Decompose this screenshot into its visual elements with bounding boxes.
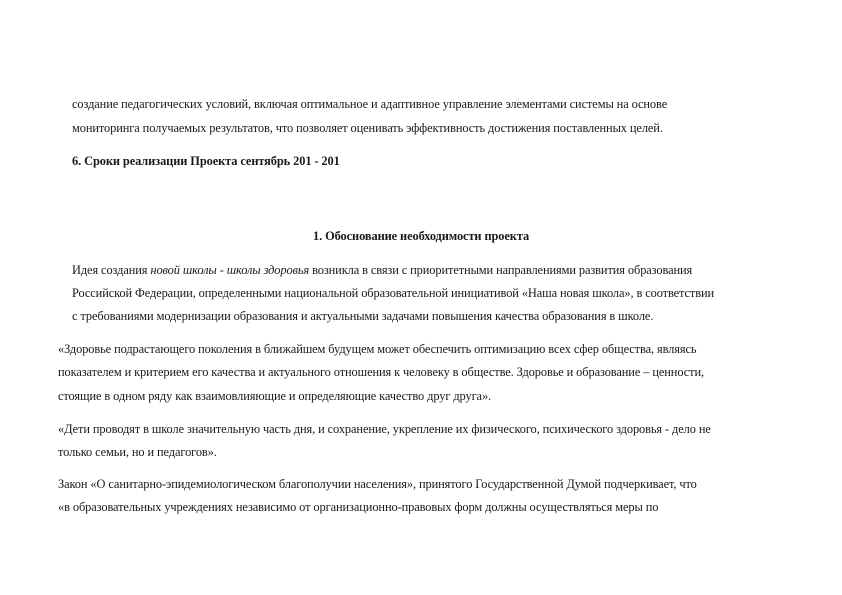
quote-health-line-1: «Здоровье подрастающего поколения в ближайшем будущем может обеспечить оптимизацию всех сфер общества, являясь [58, 342, 697, 356]
idea-line-2: Российской Федерации, определенными национальной образовательной инициативой «Наша новая школа», в соответствии [72, 286, 715, 300]
idea-line-1-italic: новой школы - школы здоровья [150, 263, 310, 277]
law-line-2: «в образовательных учреждениях независимо от организационно-правовых форм должны осуществляться меры по [58, 500, 659, 514]
idea-line-1-pre: Идея создания [72, 263, 151, 277]
idea-line-1 [72, 262, 692, 278]
section-heading: 1. Обоснование необходимости проекта [313, 229, 530, 243]
quote-children-line-1: «Дети проводят в школе значительную часть дня, и сохранение, укрепление их физического, психического здоровья - дело не [58, 422, 711, 436]
project-timeline: 6. Сроки реализации Проекта сентябрь 201 - 201 [72, 154, 340, 168]
idea-line-3: с требованиями модернизации образования и актуальными задачами повышения качества образования в школе. [72, 309, 654, 323]
idea-line-1-post: возникла в связи с приоритетными направлениями развития образования [309, 263, 693, 277]
paragraph-goal-line-1: создание педагогических условий, включая оптимальное и адаптивное управление элементами системы на основе [72, 97, 668, 111]
paragraph-goal-line-2: мониторинга получаемых результатов, что позволяет оценивать эффективность достижения поставленных целей. [72, 121, 663, 135]
quote-health-line-2: показателем и критерием его качества и актуального отношения к человеку в обществе. Здоровье и образование – ценности, [58, 365, 704, 379]
quote-children-line-2: только семьи, но и педагогов». [58, 445, 217, 459]
quote-health-line-3: стоящие в одном ряду как взаимовлияющие и определяющие качество друг друга». [58, 389, 492, 403]
law-line-1: Закон «О санитарно-эпидемиологическом благополучии населения», принятого Государственной Думой подчеркивает, что [58, 477, 697, 491]
